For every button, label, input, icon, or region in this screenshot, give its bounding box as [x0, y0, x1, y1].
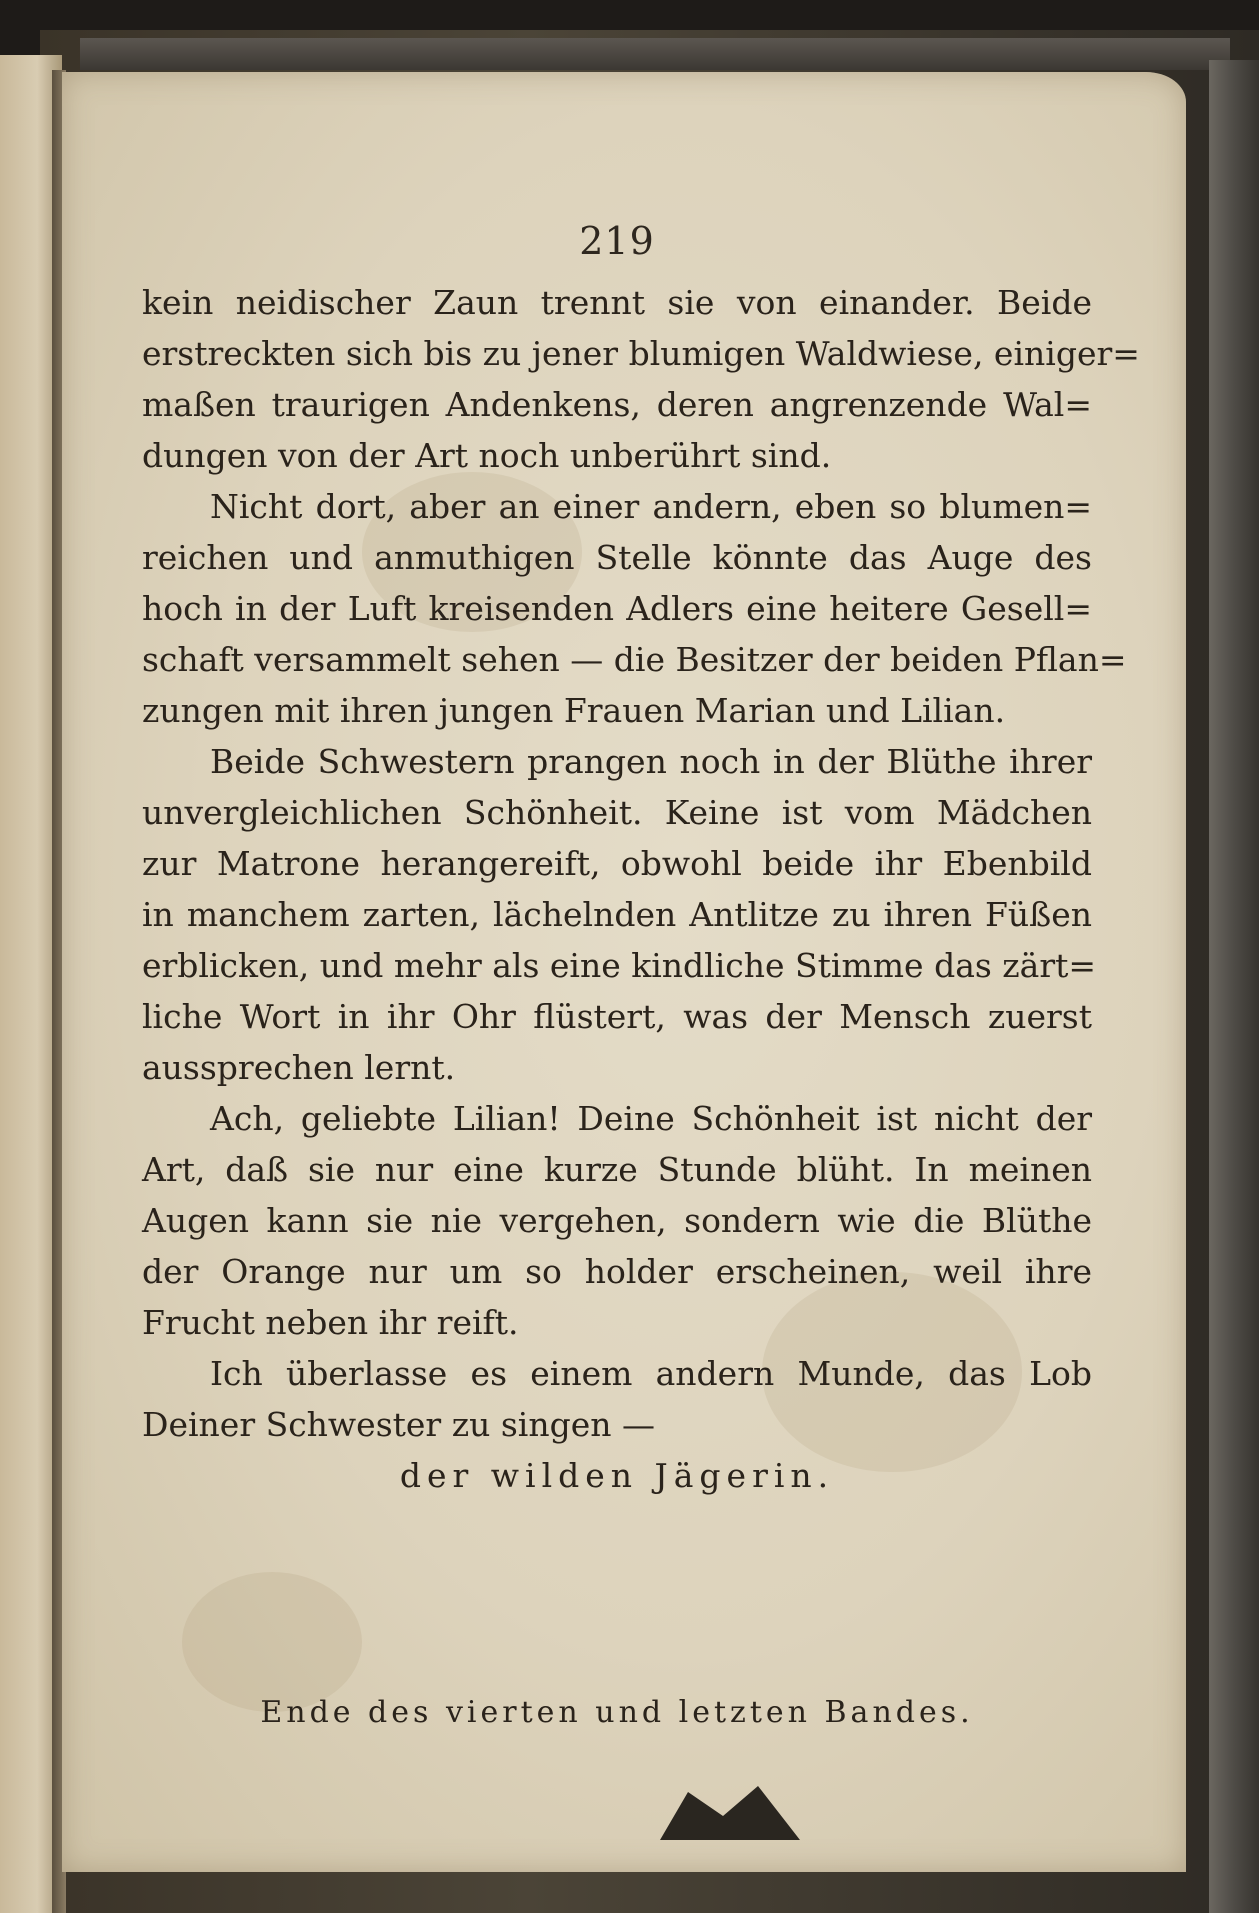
- text-line: liche Wort in ihr Ohr flüstert, was der Mensch zuerst: [142, 997, 1092, 1036]
- text-line: Deiner Schwester zu singen —: [142, 1405, 655, 1444]
- text-line: reichen und anmuthigen Stelle könnte das Auge des: [142, 538, 1092, 577]
- cover-right-edge: [1209, 60, 1259, 1913]
- text-line: dungen von der Art noch unberührt sind.: [142, 436, 832, 475]
- text-line: schaft versammelt sehen — die Besitzer der beiden Pflan=: [142, 640, 1127, 679]
- text-line: unvergleichlichen Schönheit. Keine ist vom Mädchen: [142, 793, 1092, 832]
- text-line: zur Matrone herangereift, obwohl beide ihr Ebenbild: [142, 844, 1092, 883]
- text-line: Nicht dort, aber an einer andern, eben so blumen=: [210, 487, 1092, 526]
- text-line: maßen traurigen Andenkens, deren angrenzende Wal=: [142, 385, 1092, 424]
- cover-top-edge: [80, 38, 1230, 70]
- page-number: 219: [579, 219, 655, 263]
- text-line: aussprechen lernt.: [142, 1048, 456, 1087]
- text-line: zungen mit ihren jungen Frauen Marian und Lilian.: [142, 691, 1006, 730]
- book-page: [62, 72, 1186, 1872]
- text-line: hoch in der Luft kreisenden Adlers eine heitere Gesell=: [142, 589, 1092, 628]
- closing-line: der wilden Jägerin.: [399, 1456, 835, 1495]
- text-line: kein neidischer Zaun trennt sie von einander. Beide: [142, 283, 1092, 322]
- text-line: Beide Schwestern prangen noch in der Blüthe ihrer: [210, 742, 1092, 781]
- text-line: Augen kann sie nie vergehen, sondern wie die Blüthe: [142, 1201, 1092, 1240]
- text-line: Frucht neben ihr reift.: [142, 1303, 519, 1342]
- end-note: Ende des vierten und letzten Bandes.: [260, 1695, 974, 1730]
- text-line: Ach, geliebte Lilian! Deine Schönheit ist nicht der: [210, 1099, 1092, 1138]
- text-line: Art, daß sie nur eine kurze Stunde blüht. In meinen: [142, 1150, 1092, 1189]
- text-line: der Orange nur um so holder erscheinen, weil ihre: [142, 1252, 1092, 1291]
- text-line: in manchem zarten, lächelnden Antlitze zu ihren Füßen: [142, 895, 1092, 934]
- text-line: erstreckten sich bis zu jener blumigen Waldwiese, einiger=: [142, 334, 1140, 373]
- text-line: Ich überlasse es einem andern Munde, das Lob: [210, 1354, 1092, 1393]
- text-line: erblicken, und mehr als eine kindliche Stimme das zärt=: [142, 946, 1097, 985]
